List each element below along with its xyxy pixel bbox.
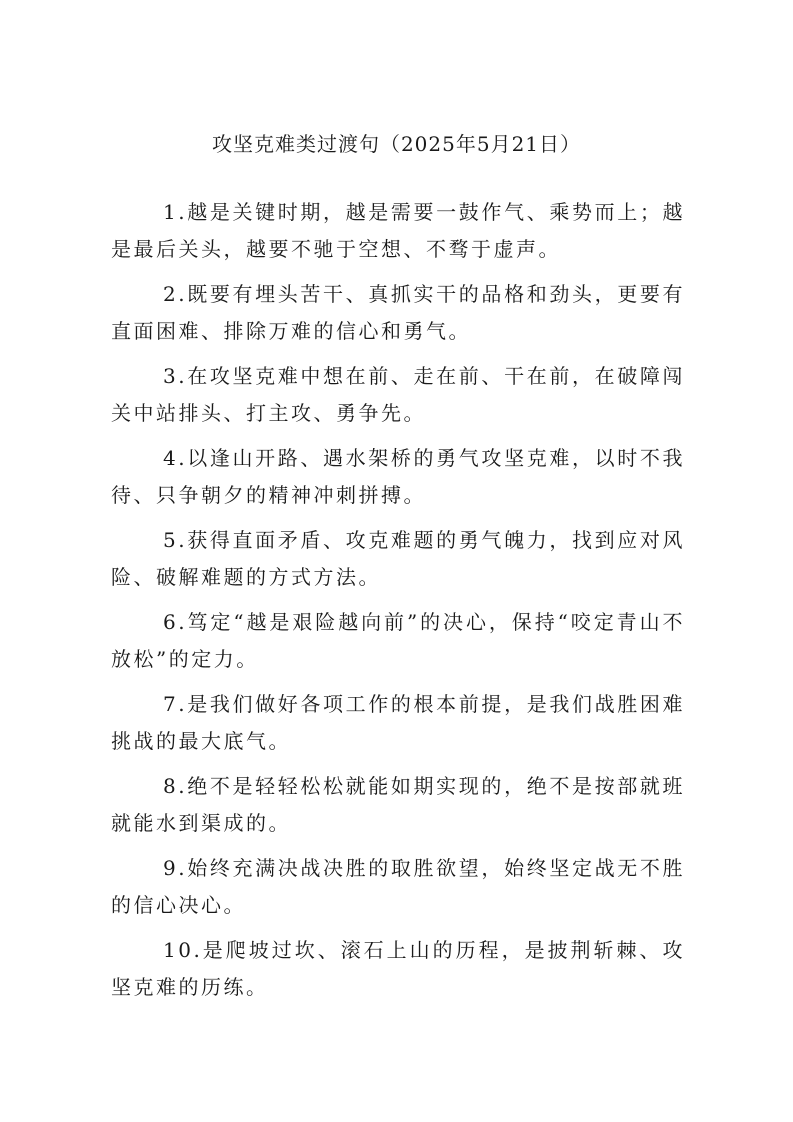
paragraph-2: 2.既要有埋头苦干、真抓实干的品格和劲头，更要有直面困难、排除万难的信心和勇气。 <box>111 282 685 343</box>
paragraph-4: 4.以逢山开路、遇水架桥的勇气攻坚克难，以时不我待、只争朝夕的精神冲刺拼搏。 <box>111 446 685 507</box>
paragraph-3: 3.在攻坚克难中想在前、走在前、干在前，在破障闯关中站排头、打主攻、勇争先。 <box>111 364 685 425</box>
document-body <box>111 194 685 1014</box>
paragraph-9: 9.始终充满决战决胜的取胜欲望，始终坚定战无不胜的信心决心。 <box>111 856 685 917</box>
paragraph-8: 8.绝不是轻轻松松就能如期实现的，绝不是按部就班就能水到渠成的。 <box>111 774 685 835</box>
paragraph-6: 6.笃定“越是艰险越向前”的决心，保持“咬定青山不放松”的定力。 <box>111 610 685 671</box>
document-title: 攻坚克难类过渡句（2025年5月21日） <box>211 132 582 156</box>
paragraph-1: 1.越是关键时期，越是需要一鼓作气、乘势而上；越是最后关头，越要不驰于空想、不骛于虚声。 <box>111 200 685 261</box>
paragraph-7: 7.是我们做好各项工作的根本前提，是我们战胜困难挑战的最大底气。 <box>111 692 685 753</box>
paragraph-5: 5.获得直面矛盾、攻克难题的勇气魄力，找到应对风险、破解难题的方式方法。 <box>111 528 685 589</box>
paragraph-10: 10.是爬坡过坎、滚石上山的历程，是披荆斩棘、攻坚克难的历练。 <box>111 938 685 999</box>
